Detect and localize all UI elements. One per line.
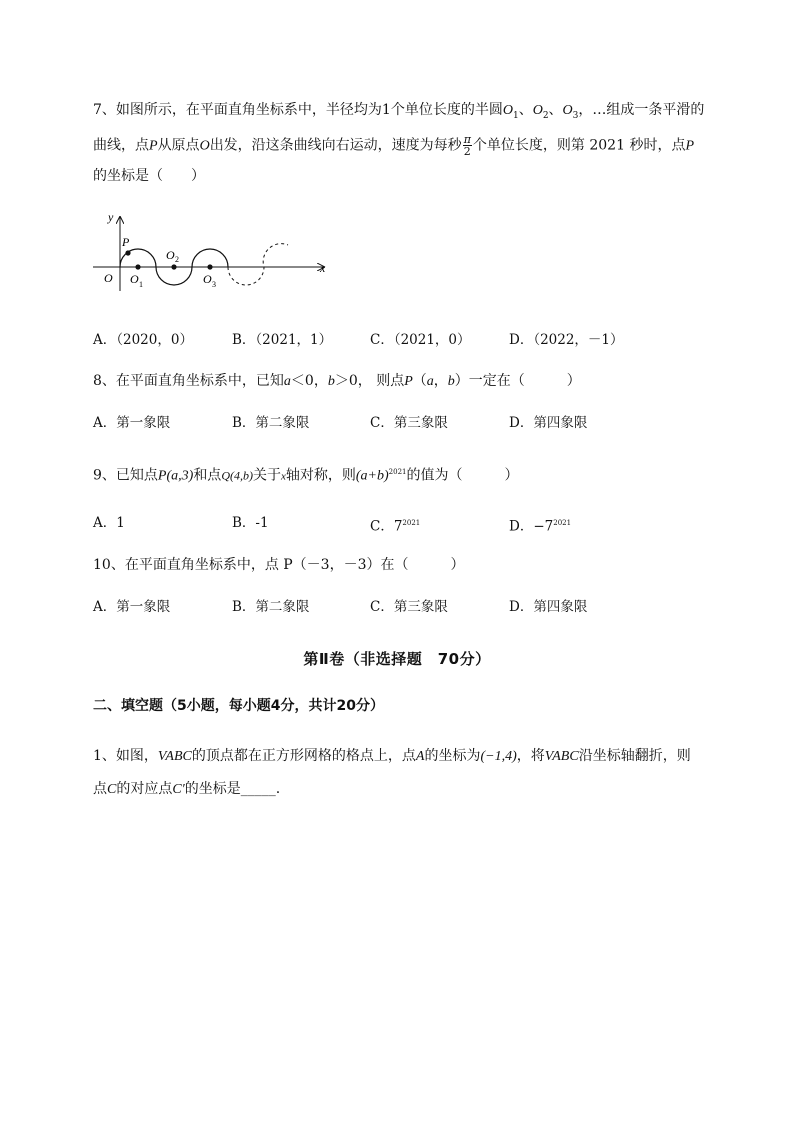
origin-label: O: [104, 271, 113, 285]
fill-in-section-heading: 二、填空题（5小题，每小题4分，共计20分）: [93, 698, 384, 714]
p-label: P: [122, 235, 130, 249]
q9-option-a[interactable]: A．1: [93, 515, 125, 531]
o2-label: O: [166, 248, 175, 262]
q10-stem: 10、在平面直角坐标系中，点 P（－3，－3）在（ ）: [93, 557, 465, 573]
q10-option-d[interactable]: D．第四象限: [509, 599, 588, 615]
q8-option-c[interactable]: C．第三象限: [370, 415, 448, 431]
semicircle-curve-figure: [88, 205, 338, 295]
point-o2: [171, 264, 176, 269]
q7-line-1: 7、如图所示，在平面直角坐标系中，半径均为1个单位长度的半圆$O_1$、$O_2$、$O_3$，…组成一条平滑的: [93, 102, 705, 121]
dashed-curve: [228, 244, 288, 285]
o1-subscript: 1: [139, 280, 143, 289]
q7-option-d[interactable]: D．（2022，－1）: [509, 332, 624, 348]
q10-option-b[interactable]: B．第二象限: [232, 599, 310, 615]
q7-option-b[interactable]: B．（2021，1）: [232, 332, 333, 348]
q9-option-b[interactable]: B．-1: [232, 515, 269, 531]
part-two-title: 第Ⅱ卷（非选择题 70分）: [303, 650, 491, 668]
pi-over-2-fraction: $\frac{\pi}{2}$: [463, 133, 471, 158]
q7-line-2: 曲线，点P从原点O出发，沿这条曲线向右运动，速度为每秒 $\frac{\pi}{2}$ 个单位长度，则第 2021 秒时，点P: [93, 133, 695, 158]
q9-option-c[interactable]: C．$7^{2021}$: [370, 518, 421, 535]
x-label: x: [320, 261, 326, 275]
f1-line-2: 点C的对应点C′的坐标是_____.: [93, 781, 281, 797]
q7-option-c[interactable]: C．（2021，0）: [370, 332, 471, 348]
q9-stem: 9、已知点P(a,3)和点Q(4,b)关于x轴对称，则$(a+b)^{2021}$的值为（ ）: [93, 467, 519, 484]
q8-option-b[interactable]: B．第二象限: [232, 415, 310, 431]
q10-option-a[interactable]: A．第一象限: [93, 599, 171, 615]
o3-label: O: [203, 272, 212, 286]
q8-option-d[interactable]: D．第四象限: [509, 415, 588, 431]
y-label: y: [108, 210, 114, 224]
q10-option-c[interactable]: C．第三象限: [370, 599, 448, 615]
o1-label: O: [130, 272, 139, 286]
f1-line-1: 1、如图，VABC的顶点都在正方形网格的格点上，点A的坐标为(−1,4)，将VABC沿坐标轴翻折，则: [93, 748, 691, 764]
q7-option-a[interactable]: A．（2020，0）: [93, 332, 193, 348]
point-o1: [135, 264, 140, 269]
point-p: [125, 250, 130, 255]
q9-option-d[interactable]: D．$-7^{2021}$: [509, 518, 572, 535]
q7-line-3: 的坐标是（ ）: [93, 168, 205, 184]
answer-blank[interactable]: _____: [240, 781, 276, 797]
o3-subscript: 3: [212, 280, 216, 289]
q8-stem: 8、在平面直角坐标系中，已知a＜0，b＞0， 则点P（a，b）一定在（ ）: [93, 373, 581, 389]
point-o3: [207, 264, 212, 269]
q8-option-a[interactable]: A．第一象限: [93, 415, 171, 431]
o2-subscript: 2: [175, 255, 179, 264]
